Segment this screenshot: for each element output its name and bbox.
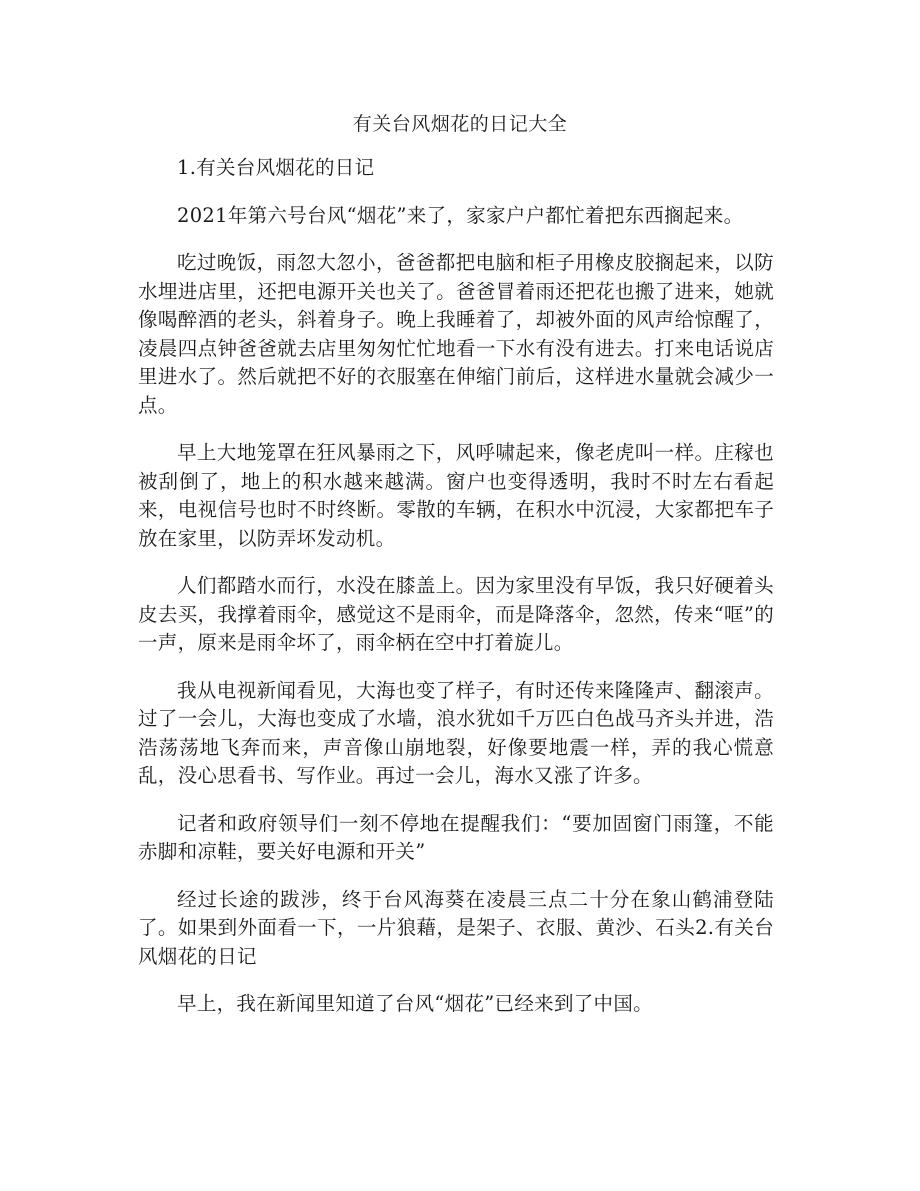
- paragraph-heading-1: 1.有关台风烟花的日记: [177, 156, 375, 179]
- paragraph: 记者和政府领导们一刻不停地在提醒我们：“要加固窗门雨篷，不能赤脚和凉鞋，要关好电源和开关”: [138, 811, 774, 863]
- paragraph: 2021年第六号台风“烟花”来了，家家户户都忙着把东西搁起来。: [177, 203, 744, 227]
- document-body: [138, 154, 774, 1038]
- paragraph: 人们都踏水而行，水没在膝盖上。因为家里没有早饭，我只好硬着头皮去买，我撑着雨伞，感觉这不是雨伞，而是降落伞，忽然，传来“哐”的一声，原来是雨伞坏了，雨伞柄在空中打着旋儿。: [138, 574, 774, 654]
- document-title: 有关台风烟花的日记大全: [352, 113, 568, 135]
- paragraph: 经过长途的跋涉，终于台风海葵在凌晨三点二十分在象山鹤浦登陆了。如果到外面看一下，一片狼藉，是架子、衣服、黄沙、石头2.有关台风烟花的日记: [138, 887, 774, 968]
- paragraph: 早上大地笼罩在狂风暴雨之下，风呼啸起来，像老虎叫一样。庄稼也被刮倒了，地上的积水越来越满。窗户也变得透明，我时不时左右看起来，电视信号也时不时终断。零散的车辆，在积水中沉浸，大家都把车子放在家里，以防弄坏发动机。: [138, 441, 774, 550]
- paragraph: 我从电视新闻看见，大海也变了样子，有时还传来隆隆声、翻滚声。过了一会儿，大海也变成了水墙，浪水犹如千万匹白色战马齐头并进，浩浩荡荡地飞奔而来，声音像山崩地裂，好像要地震一样，弄的我心慌意乱，没心思看书、写作业。再过一会儿，海水又涨了许多。: [138, 678, 774, 787]
- paragraph: 早上，我在新闻里知道了台风“烟花”已经来到了中国。: [177, 992, 653, 1015]
- paragraph: 吃过晚饭，雨忽大忽小，爸爸都把电脑和柜子用橡皮胶搁起来，以防水埋进店里，还把电源开关也关了。爸爸冒着雨还把花也搬了进来，她就像喝醉酒的老头，斜着身子。晚上我睡着了，却被外面的风声给惊醒了，凌晨四点钟爸爸就去店里匆匆忙忙地看一下水有没有进去。打来电话说店里进水了。然后就把不好的衣服塞在伸缩门前后，这样进水量就会减少一点。: [138, 251, 774, 417]
